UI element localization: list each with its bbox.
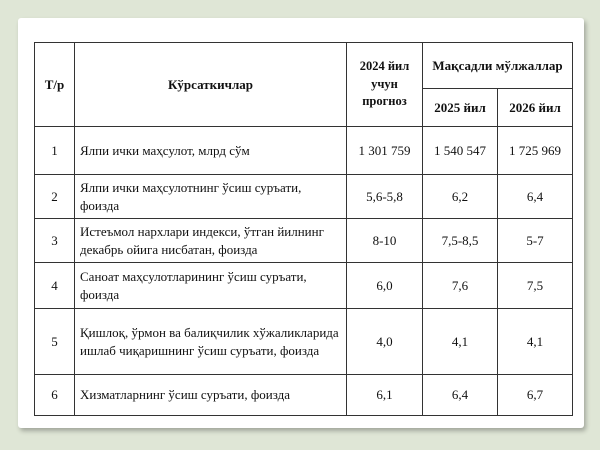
table-row <box>35 127 573 175</box>
row-index: 4 <box>35 263 75 309</box>
row-index: 1 <box>35 127 75 175</box>
row-2025: 1 540 547 <box>423 127 498 175</box>
row-2025: 6,2 <box>423 175 498 219</box>
row-2025: 7,6 <box>423 263 498 309</box>
header-forecast-line2: учун <box>371 76 398 91</box>
row-index: 5 <box>35 309 75 375</box>
row-index: 6 <box>35 375 75 416</box>
document-page <box>18 18 584 428</box>
forecast-table <box>34 42 573 416</box>
row-2025: 6,4 <box>423 375 498 416</box>
row-2026: 5-7 <box>498 219 573 263</box>
header-year-2026: 2026 йил <box>498 89 573 127</box>
row-indicator: Хизматларнинг ўсиш суръати, фоизда <box>75 375 347 416</box>
row-indicator: Ялпи ички маҳсулот, млрд сўм <box>75 127 347 175</box>
header-targets: Мақсадли мўлжаллар <box>423 43 573 89</box>
row-2026: 6,7 <box>498 375 573 416</box>
header-indicators: Кўрсаткичлар <box>75 43 347 127</box>
row-indicator: Истеъмол нархлари индекси, ўтган йилнинг декабрь ойига нисбатан, фоизда <box>75 219 347 263</box>
row-forecast: 1 301 759 <box>347 127 423 175</box>
row-forecast: 4,0 <box>347 309 423 375</box>
row-indicator: Қишлоқ, ўрмон ва балиқчилик хўжаликларида ишлаб чиқаришнинг ўсиш суръати, фоизда <box>75 309 347 375</box>
row-2026: 1 725 969 <box>498 127 573 175</box>
row-index: 2 <box>35 175 75 219</box>
row-forecast: 6,1 <box>347 375 423 416</box>
table-row <box>35 263 573 309</box>
row-2026: 6,4 <box>498 175 573 219</box>
row-2025: 7,5-8,5 <box>423 219 498 263</box>
row-indicator: Саноат маҳсулотларининг ўсиш суръати, фоизда <box>75 263 347 309</box>
table-row <box>35 175 573 219</box>
table-row <box>35 375 573 416</box>
table-row <box>35 309 573 375</box>
row-forecast: 6,0 <box>347 263 423 309</box>
header-forecast-line3: прогноз <box>362 94 407 109</box>
header-forecast <box>347 43 423 127</box>
header-year-2025: 2025 йил <box>423 89 498 127</box>
row-2025: 4,1 <box>423 309 498 375</box>
row-forecast: 5,6-5,8 <box>347 175 423 219</box>
header-index: Т/р <box>35 43 75 127</box>
row-indicator: Ялпи ички маҳсулотнинг ўсиш суръати, фоизда <box>75 175 347 219</box>
table-row <box>35 219 573 263</box>
row-2026: 4,1 <box>498 309 573 375</box>
header-forecast-line1: 2024 йил <box>359 59 410 74</box>
row-index: 3 <box>35 219 75 263</box>
row-2026: 7,5 <box>498 263 573 309</box>
row-forecast: 8-10 <box>347 219 423 263</box>
